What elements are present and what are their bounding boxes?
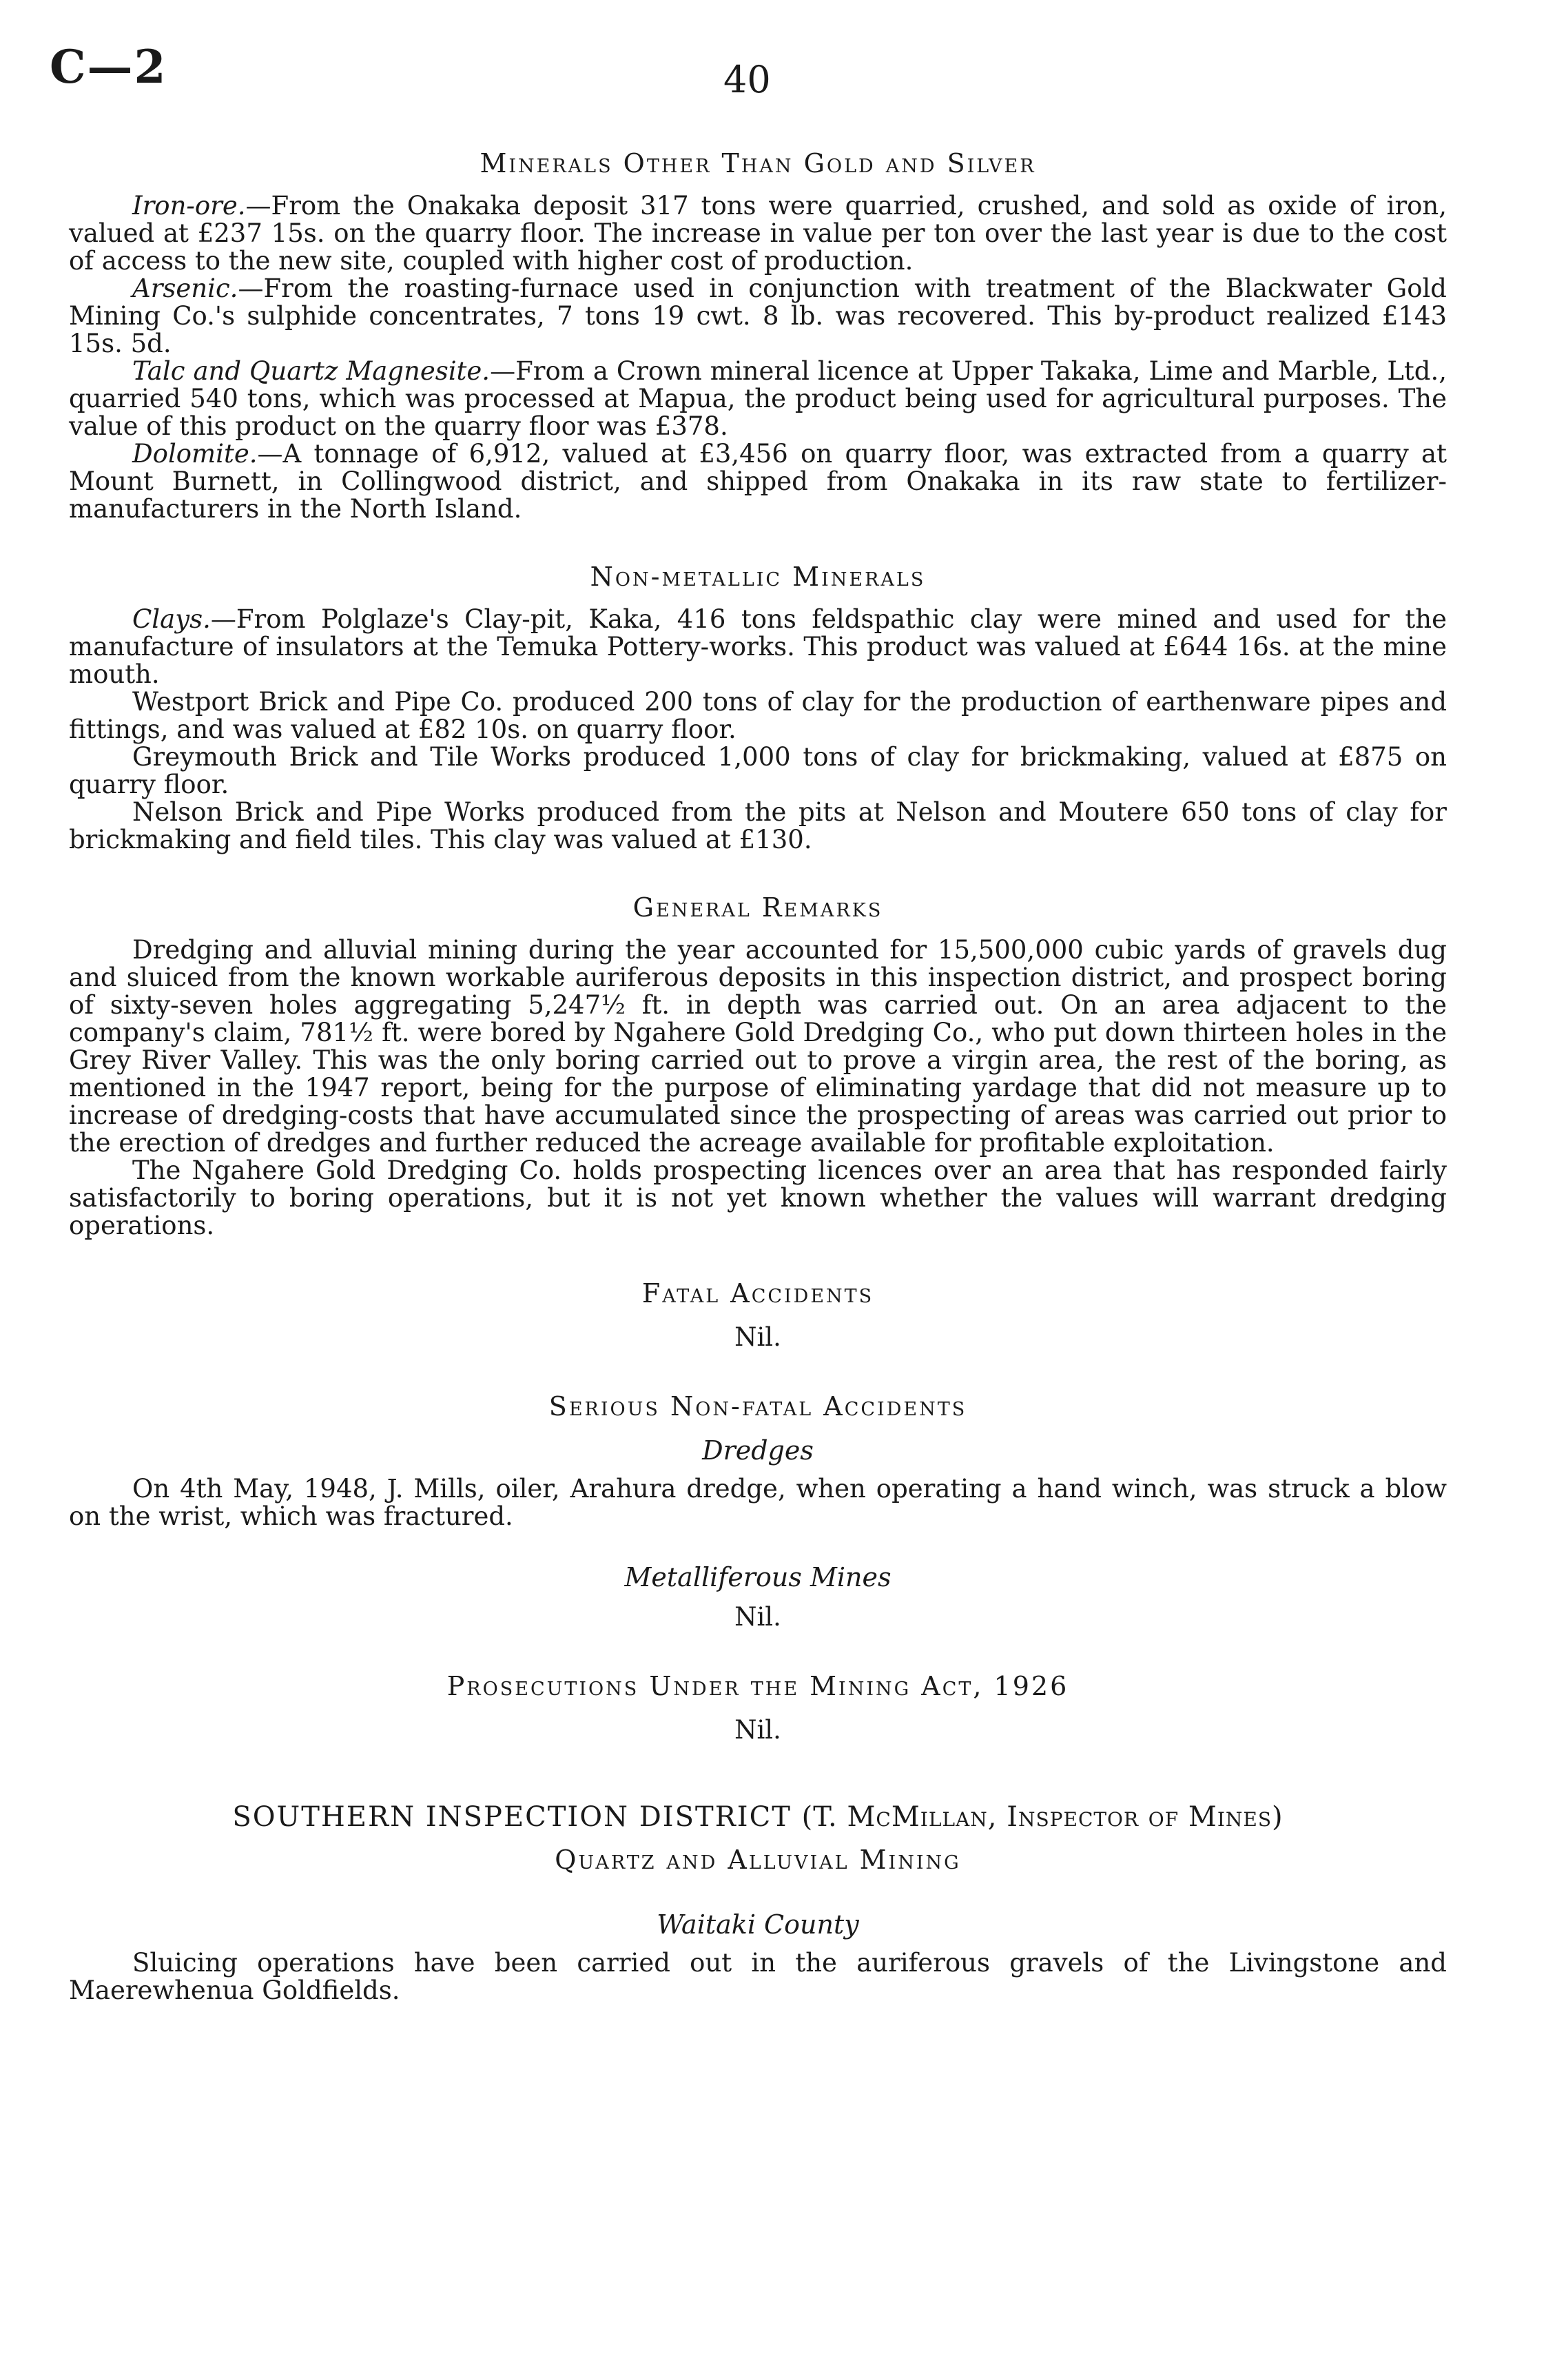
dredges-subheading: Dredges <box>702 1435 814 1466</box>
metalliferous-subheading: Metalliferous Mines <box>624 1562 891 1592</box>
greymouth-paragraph: Greymouth Brick and Tile Works produced 1,000 tons of clay for brickmaking, valued at £875 on quarry floor. <box>69 742 1447 799</box>
talc-lead: Talc and Quartz Magnesite. <box>132 356 491 386</box>
iron-ore-paragraph <box>69 192 1447 275</box>
prosecutions-nil: Nil. <box>734 1715 781 1745</box>
southern-district-title: SOUTHERN INSPECTION DISTRICT <box>232 1801 792 1833</box>
non-metallic-heading: Non-metallic Minerals <box>590 562 926 592</box>
page-body <box>69 148 1447 2004</box>
clays-text: —From Polglaze's Clay-pit, Kaka, 416 tons feldspathic clay were mined and used for the manufacture of insulators at the Temuka Pottery-works. This product was valued at £644 16s. at the mine mouth. <box>69 604 1447 689</box>
remarks-paragraph-2: The Ngahere Gold Dredging Co. holds prospecting licences over an area that has responded fairly satisfactorily to boring operations, but it is not yet known whether the values will warrant dredging operations. <box>69 1156 1447 1240</box>
arsenic-paragraph <box>69 275 1447 358</box>
nelson-paragraph: Nelson Brick and Pipe Works produced from the pits at Nelson and Moutere 650 tons of clay for brickmaking and field tiles. This clay was valued at £130. <box>69 797 1447 854</box>
fatal-accidents-heading: Fatal Accidents <box>641 1278 874 1309</box>
southern-district-inspector: (T. McMillan, Inspector of Mines) <box>801 1801 1284 1833</box>
clays-paragraph <box>69 606 1447 688</box>
southern-district-heading <box>69 1801 1447 1834</box>
page-reference: C—2 <box>50 40 167 94</box>
talc-text: —From a Crown mineral licence at Upper Takaka, Lime and Marble, Ltd., quarried 540 tons, which was processed at Mapua, the product being used for agricultural purposes. The value of this product on the quarry floor was £378. <box>69 356 1447 441</box>
talc-paragraph <box>69 358 1447 440</box>
page-number: 40 <box>723 58 771 101</box>
minerals-heading: Minerals Other Than Gold and Silver <box>480 148 1036 178</box>
waitaki-county-subheading: Waitaki County <box>657 1909 859 1940</box>
dolomite-paragraph <box>69 440 1447 523</box>
general-remarks-heading: General Remarks <box>632 892 883 923</box>
dolomite-text: —A tonnage of 6,912, valued at £3,456 on quarry floor, was extracted from a quarry at Mount Burnett, in Collingwood district, and shipped from Onakaka in its raw state to fertilizer-manufacturers in the North Island. <box>69 439 1447 524</box>
dredges-paragraph: On 4th May, 1948, J. Mills, oiler, Arahura dredge, when operating a hand winch, was struck a blow on the wrist, which was fractured. <box>69 1474 1447 1531</box>
prosecutions-heading: Prosecutions Under the Mining Act, 1926 <box>446 1671 1069 1701</box>
arsenic-lead: Arsenic. <box>132 274 238 303</box>
waitaki-paragraph: Sluicing operations have been carried out in the auriferous gravels of the Livingstone and Maerewhenua Goldfields. <box>69 1948 1447 2005</box>
arsenic-text: —From the roasting-furnace used in conjunction with treatment of the Blackwater Gold Mining Co.'s sulphide concentrates, 7 tons 19 cwt. 8 lb. was recovered. This by-product realized £143 15s. 5d. <box>69 274 1447 358</box>
quartz-alluvial-heading: Quartz and Alluvial Mining <box>555 1845 961 1875</box>
fatal-accidents-nil: Nil. <box>734 1322 781 1352</box>
serious-accidents-heading: Serious Non-fatal Accidents <box>548 1391 967 1422</box>
westport-paragraph: Westport Brick and Pipe Co. produced 200 tons of clay for the production of earthenware pipes and fittings, and was valued at £82 10s. on quarry floor. <box>69 687 1447 744</box>
metalliferous-nil: Nil. <box>734 1602 781 1632</box>
iron-ore-text: —From the Onakaka deposit 317 tons were quarried, crushed, and sold as oxide of iron, valued at £237 15s. on the quarry floor. The increase in value per ton over the last year is due to the cost of access to the new site, coupled with higher cost of production. <box>69 191 1447 276</box>
remarks-paragraph-1: Dredging and alluvial mining during the year accounted for 15,500,000 cubic yards of gravels dug and sluiced from the known workable auriferous deposits in this inspection district, and prospect boring of sixty-seven holes aggregating 5,247½ ft. in depth was carried out. On an area adjacent to the company's claim, 781½ ft. were bored by Ngahere Gold Dredging Co., who put down thirteen holes in the Grey River Valley. This was the only boring carried out to prove a virgin area, the rest of the boring, as mentioned in the 1947 report, being for the purpose of eliminating yardage that did not measure up to increase of dredging-costs that have accumulated since the prospecting of areas was carried out prior to the erection of dredges and further reduced the acreage available for profitable exploitation. <box>69 935 1447 1158</box>
iron-ore-lead: Iron-ore. <box>132 191 246 220</box>
clays-lead: Clays. <box>132 604 211 634</box>
dolomite-lead: Dolomite. <box>132 439 258 469</box>
